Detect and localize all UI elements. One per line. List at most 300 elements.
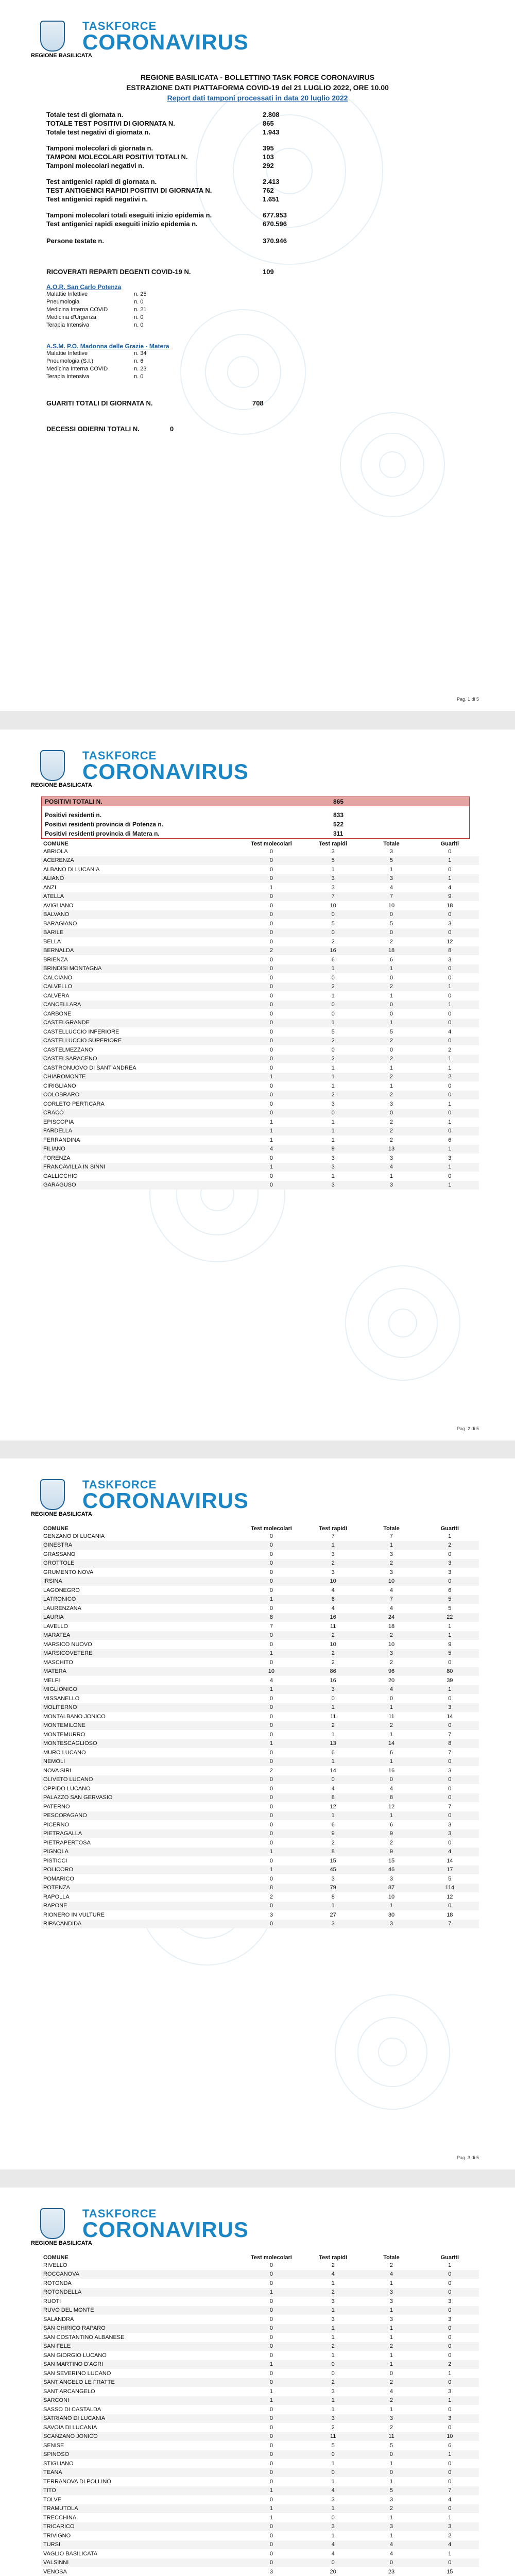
table-cell: 0 xyxy=(421,2270,479,2279)
stat-value: 677.953 xyxy=(263,211,287,219)
comune-name: CASTELSARACENO xyxy=(41,1055,239,1064)
persone-testate xyxy=(46,237,417,246)
table-cell: 0 xyxy=(239,2261,304,2270)
asm-block xyxy=(46,343,252,381)
table-cell: 0 xyxy=(239,1902,304,1911)
table-cell: 0 xyxy=(239,1541,304,1550)
page-4 xyxy=(0,2188,515,2576)
table-cell: 0 xyxy=(239,1063,304,1073)
table-cell: 5 xyxy=(421,1604,479,1613)
table-cell: 3 xyxy=(304,874,362,884)
table-cell: 79 xyxy=(304,1884,362,1893)
table-cell: 4 xyxy=(362,2549,420,2558)
table-cell: 12 xyxy=(421,1892,479,1902)
table-cell: 14 xyxy=(421,1712,479,1721)
table-cell: 7 xyxy=(421,1748,479,1757)
table-cell: 0 xyxy=(239,2495,304,2504)
table-cell: 3 xyxy=(362,1568,420,1577)
guariti-value: 708 xyxy=(252,399,264,407)
table-cell: 11 xyxy=(362,2432,420,2442)
table-cell: 0 xyxy=(421,2468,479,2478)
comune-name: GRUMENTO NOVA xyxy=(41,1568,239,1577)
comune-name: SAN GIORGIO LUCANO xyxy=(41,2351,239,2360)
comune-name: SPINOSO xyxy=(41,2450,239,2460)
table-row xyxy=(41,1884,479,1893)
table-cell: 0 xyxy=(421,910,479,920)
ward-value: n. 0 xyxy=(134,374,144,380)
comune-name: LAURIA xyxy=(41,1613,239,1622)
table-cell: 10 xyxy=(362,901,420,910)
table-cell: 2 xyxy=(362,1838,420,1848)
column-header: Guariti xyxy=(440,841,459,847)
table-row xyxy=(41,2549,479,2558)
table-cell: 0 xyxy=(239,1856,304,1866)
table-cell: 0 xyxy=(421,991,479,1001)
table-cell: 11 xyxy=(304,1712,362,1721)
table-cell: 3 xyxy=(421,1766,479,1775)
stat-value: 2.413 xyxy=(263,178,280,185)
table-cell: 3 xyxy=(304,2387,362,2396)
table-cell: 2 xyxy=(362,1559,420,1568)
comune-name: ALBANO DI LUCANIA xyxy=(41,865,239,874)
page-1 xyxy=(0,0,515,711)
table-cell: 87 xyxy=(362,1884,420,1893)
table-cell: 2 xyxy=(362,1055,420,1064)
positivi-value: 311 xyxy=(333,830,344,837)
table-cell: 0 xyxy=(421,2306,479,2315)
comune-name: RUVO DEL MONTE xyxy=(41,2306,239,2315)
table-row xyxy=(41,2450,479,2460)
table-cell: 5 xyxy=(421,1874,479,1884)
table-cell: 0 xyxy=(239,1838,304,1848)
table-cell: 4 xyxy=(362,1163,420,1172)
table-cell: 0 xyxy=(421,1838,479,1848)
table-cell: 10 xyxy=(362,1577,420,1586)
comune-name: CORLETO PERTICARA xyxy=(41,1099,239,1109)
table-cell: 0 xyxy=(239,1172,304,1181)
table-cell: 2 xyxy=(239,946,304,956)
logo-coronavirus: CORONAVIRUS xyxy=(82,30,249,54)
positivi-row xyxy=(42,829,469,838)
table-row xyxy=(41,1766,479,1775)
comune-name: ABRIOLA xyxy=(41,847,239,856)
table-cell: 0 xyxy=(421,2459,479,2468)
stat-value: 103 xyxy=(263,153,274,161)
column-header: Test rapidi xyxy=(319,1526,348,1532)
table-cell: 0 xyxy=(239,1712,304,1721)
table-cell: 6 xyxy=(362,1748,420,1757)
header-logo xyxy=(31,15,247,62)
table-row xyxy=(41,1604,479,1613)
table-cell: 2 xyxy=(304,2342,362,2351)
stat-row xyxy=(46,178,417,187)
table-cell: 5 xyxy=(362,919,420,928)
table-cell: 0 xyxy=(239,1055,304,1064)
table-cell: 4 xyxy=(304,2270,362,2279)
comune-name: MIGLIONICO xyxy=(41,1685,239,1694)
comune-name: FARDELLA xyxy=(41,1127,239,1136)
comune-name: POMARICO xyxy=(41,1874,239,1884)
table-cell: 3 xyxy=(421,919,479,928)
stat-row xyxy=(46,128,417,137)
table-row xyxy=(41,892,479,902)
bulletin-title xyxy=(0,72,515,93)
stat-label: TEST ANTIGENICI RAPIDI POSITIVI DI GIORNATA N. xyxy=(46,187,212,194)
comune-name: PIETRAPERTOSA xyxy=(41,1838,239,1848)
table-row xyxy=(41,937,479,946)
comune-name: MASCHITO xyxy=(41,1658,239,1667)
table-cell: 3 xyxy=(362,874,420,884)
table-cell: 0 xyxy=(239,964,304,974)
comune-name: SENISE xyxy=(41,2441,239,2450)
table-cell: 114 xyxy=(421,1884,479,1893)
logo-region: REGIONE BASILICATA xyxy=(31,782,92,788)
table-cell: 5 xyxy=(362,2486,420,2496)
stat-label: Totale test di giornata n. xyxy=(46,111,124,118)
comune-name: GROTTOLE xyxy=(41,1559,239,1568)
table-cell: 4 xyxy=(239,1145,304,1154)
table-cell: 3 xyxy=(239,1910,304,1920)
comune-name: SAVOIA DI LUCANIA xyxy=(41,2423,239,2432)
table-cell: 15 xyxy=(421,2567,479,2576)
table-cell: 0 xyxy=(239,1920,304,1929)
table-cell: 1 xyxy=(362,2306,420,2315)
comune-name: TOLVE xyxy=(41,2495,239,2504)
ward-value: n. 0 xyxy=(134,322,144,328)
table-cell: 4 xyxy=(362,1685,420,1694)
table-cell: 6 xyxy=(421,1136,479,1145)
table-cell: 3 xyxy=(304,2522,362,2532)
table-cell: 0 xyxy=(421,964,479,974)
table-row xyxy=(41,1667,479,1676)
table-cell: 1 xyxy=(304,1172,362,1181)
table-cell: 1 xyxy=(362,1019,420,1028)
ward-value: n. 6 xyxy=(134,358,144,364)
table-cell: 3 xyxy=(421,1820,479,1829)
comune-name: ACERENZA xyxy=(41,856,239,866)
table-cell: 3 xyxy=(362,1550,420,1559)
table-cell: 2 xyxy=(362,2504,420,2514)
table-row xyxy=(41,847,479,856)
table-cell: 0 xyxy=(421,2342,479,2351)
comune-name: SAN MARTINO D'AGRI xyxy=(41,2360,239,2369)
table-cell: 8 xyxy=(304,1848,362,1857)
table-cell: 8 xyxy=(304,1892,362,1902)
table-cell: 18 xyxy=(362,946,420,956)
table-cell: 9 xyxy=(362,1829,420,1839)
table-cell: 0 xyxy=(239,982,304,992)
table-cell: 0 xyxy=(239,2324,304,2333)
table-cell: 0 xyxy=(239,2351,304,2360)
table-cell: 6 xyxy=(304,1595,362,1604)
table-cell: 0 xyxy=(239,1586,304,1595)
table-cell: 3 xyxy=(304,2414,362,2424)
table-cell: 3 xyxy=(304,1568,362,1577)
table-cell: 2 xyxy=(362,1117,420,1127)
table-cell: 1 xyxy=(304,1063,362,1073)
stat-value: 395 xyxy=(263,144,274,152)
table-row xyxy=(41,1001,479,1010)
logo-coronavirus: CORONAVIRUS xyxy=(82,1488,249,1513)
table-cell: 3 xyxy=(362,1920,420,1929)
table-cell: 4 xyxy=(304,2540,362,2550)
totals-group-2 xyxy=(46,144,417,171)
column-header: Test molecolari xyxy=(250,2255,292,2261)
column-header: COMUNE xyxy=(43,841,68,847)
table-row xyxy=(41,910,479,920)
table-row xyxy=(41,1739,479,1749)
table-cell: 1 xyxy=(304,1730,362,1739)
table-row xyxy=(41,1045,479,1055)
comune-name: CALCIANO xyxy=(41,973,239,982)
table-cell: 1 xyxy=(304,1127,362,1136)
column-header: Guariti xyxy=(440,2255,459,2261)
column-header: COMUNE xyxy=(43,2255,68,2261)
table-cell: 1 xyxy=(304,1081,362,1091)
table-cell: 0 xyxy=(239,1829,304,1839)
table-cell: 0 xyxy=(362,2369,420,2378)
table-cell: 3 xyxy=(304,2495,362,2504)
table-row xyxy=(41,2288,479,2297)
table-cell: 2 xyxy=(362,2342,420,2351)
stat-row xyxy=(46,211,417,220)
stat-value: 292 xyxy=(263,162,274,170)
table-cell: 1 xyxy=(362,2351,420,2360)
table-cell: 0 xyxy=(362,1775,420,1785)
stat-row xyxy=(46,153,417,162)
table-row xyxy=(41,1145,479,1154)
ward-row xyxy=(46,321,252,329)
table-cell: 0 xyxy=(304,1775,362,1785)
table-cell: 1 xyxy=(239,2504,304,2514)
comune-name: IRSINA xyxy=(41,1577,239,1586)
table-cell: 10 xyxy=(421,2432,479,2442)
ward-value: n. 25 xyxy=(134,291,147,297)
table-cell: 0 xyxy=(421,2288,479,2297)
table-row xyxy=(41,2261,479,2270)
table-cell: 3 xyxy=(304,1099,362,1109)
table-cell: 9 xyxy=(421,1640,479,1649)
comune-name: ROTONDELLA xyxy=(41,2288,239,2297)
table-cell: 6 xyxy=(304,1748,362,1757)
table-cell: 0 xyxy=(239,1091,304,1100)
table-cell: 1 xyxy=(362,1172,420,1181)
comune-name: CALVERA xyxy=(41,991,239,1001)
table-row xyxy=(41,1055,479,1064)
table-cell: 0 xyxy=(421,2405,479,2414)
decessi-odierni xyxy=(46,425,417,434)
table-row xyxy=(41,2324,479,2333)
table-cell: 2 xyxy=(304,2288,362,2297)
table-cell: 1 xyxy=(239,1866,304,1875)
table-cell: 1 xyxy=(304,2351,362,2360)
comune-name: SANT'ANGELO LE FRATTE xyxy=(41,2378,239,2387)
table-row xyxy=(41,1892,479,1902)
table-cell: 1 xyxy=(239,2486,304,2496)
table-row xyxy=(41,1019,479,1028)
table-cell: 0 xyxy=(239,937,304,946)
table-cell: 4 xyxy=(362,2540,420,2550)
table-cell: 4 xyxy=(304,2486,362,2496)
comune-name: AVIGLIANO xyxy=(41,901,239,910)
table-cell: 4 xyxy=(362,2270,420,2279)
page-footer: Pag. 2 di 5 xyxy=(456,1426,479,1431)
table-cell: 0 xyxy=(362,928,420,938)
table-row xyxy=(41,1703,479,1713)
comune-name: GENZANO DI LUCANIA xyxy=(41,1532,239,1541)
comune-name: CALVELLO xyxy=(41,982,239,992)
comune-name: TRIVIGNO xyxy=(41,2531,239,2540)
table-row xyxy=(41,1586,479,1595)
logo-coronavirus: CORONAVIRUS xyxy=(82,759,249,784)
table-cell: 39 xyxy=(421,1676,479,1685)
table-cell: 1 xyxy=(304,1541,362,1550)
table-cell: 10 xyxy=(304,1577,362,1586)
table-cell: 13 xyxy=(362,1145,420,1154)
table-row xyxy=(41,883,479,892)
table-cell: 1 xyxy=(421,2513,479,2522)
table-cell: 1 xyxy=(239,883,304,892)
table-cell: 46 xyxy=(362,1866,420,1875)
table-cell: 3 xyxy=(304,1874,362,1884)
table-row xyxy=(41,1073,479,1082)
table-cell: 0 xyxy=(239,991,304,1001)
stat-row xyxy=(46,120,417,128)
table-row xyxy=(41,1811,479,1821)
stat-label: Tamponi molecolari di giornata n. xyxy=(46,144,153,152)
table-cell: 0 xyxy=(239,1081,304,1091)
comune-name: CASTELLUCCIO INFERIORE xyxy=(41,1027,239,1037)
table-cell: 0 xyxy=(239,2369,304,2378)
table-cell: 0 xyxy=(239,1784,304,1793)
positivi-value: 833 xyxy=(333,811,344,819)
region-crest-icon xyxy=(40,21,65,52)
decessi-value: 0 xyxy=(170,425,174,433)
virus-watermark-icon xyxy=(335,1994,448,2108)
table-cell: 1 xyxy=(304,1073,362,1082)
table-cell: 0 xyxy=(239,1721,304,1731)
table-cell: 0 xyxy=(421,1757,479,1767)
table-cell: 0 xyxy=(421,1019,479,1028)
table-cell: 3 xyxy=(304,1181,362,1190)
table-cell: 0 xyxy=(239,874,304,884)
comune-name: ATELLA xyxy=(41,892,239,902)
comune-name: BRIENZA xyxy=(41,955,239,964)
table-cell: 0 xyxy=(421,1658,479,1667)
table-cell: 4 xyxy=(421,2540,479,2550)
table-cell: 0 xyxy=(421,2351,479,2360)
guariti-label: GUARITI TOTALI DI GIORNATA N. xyxy=(46,399,153,407)
comune-name: SAN FELE xyxy=(41,2342,239,2351)
table-cell: 0 xyxy=(421,1037,479,1046)
table-cell: 1 xyxy=(239,2396,304,2405)
table-cell: 2 xyxy=(362,1073,420,1082)
table-cell: 5 xyxy=(304,856,362,866)
table-cell: 7 xyxy=(362,892,420,902)
table-cell: 0 xyxy=(421,2477,479,2486)
table-cell: 1 xyxy=(421,1145,479,1154)
table-cell: 2 xyxy=(362,1658,420,1667)
table-cell: 1 xyxy=(362,2405,420,2414)
table-row xyxy=(41,2387,479,2396)
table-cell: 0 xyxy=(304,2558,362,2568)
table-cell: 3 xyxy=(421,2315,479,2324)
table-cell: 2 xyxy=(304,1721,362,1731)
page-3 xyxy=(0,1459,515,2170)
comune-name: CASTELMEZZANO xyxy=(41,1045,239,1055)
table-cell: 3 xyxy=(304,1163,362,1172)
table-row xyxy=(41,2405,479,2414)
table-cell: 1 xyxy=(362,1081,420,1091)
table-cell: 1 xyxy=(239,1117,304,1127)
table-cell: 1 xyxy=(362,2477,420,2486)
comune-name: PIGNOLA xyxy=(41,1848,239,1857)
table-row xyxy=(41,2504,479,2514)
table-cell: 0 xyxy=(304,1001,362,1010)
table-row xyxy=(41,2279,479,2288)
table-cell: 0 xyxy=(421,865,479,874)
table-cell: 1 xyxy=(304,1136,362,1145)
table-cell: 0 xyxy=(239,2459,304,2468)
table-cell: 3 xyxy=(421,1568,479,1577)
table-row xyxy=(41,1117,479,1127)
table-cell: 0 xyxy=(362,1001,420,1010)
table-cell: 20 xyxy=(304,2567,362,2576)
table-cell: 0 xyxy=(239,955,304,964)
comune-name: COLOBRARO xyxy=(41,1091,239,1100)
table-cell: 3 xyxy=(421,2297,479,2306)
comune-name: PESCOPAGANO xyxy=(41,1811,239,1821)
table-cell: 3 xyxy=(421,1829,479,1839)
table-cell: 18 xyxy=(362,1622,420,1631)
table-cell: 0 xyxy=(239,1559,304,1568)
table-cell: 0 xyxy=(239,1109,304,1118)
table-cell: 18 xyxy=(421,1910,479,1920)
table-cell: 27 xyxy=(304,1910,362,1920)
ward-row xyxy=(46,306,252,314)
table-cell: 3 xyxy=(421,1559,479,1568)
comune-name: CHIAROMONTE xyxy=(41,1073,239,1082)
table-cell: 0 xyxy=(304,1694,362,1703)
table-cell: 1 xyxy=(362,1063,420,1073)
comune-name: SCANZANO JONICO xyxy=(41,2432,239,2442)
table-row xyxy=(41,1550,479,1559)
table-cell: 0 xyxy=(421,1172,479,1181)
table-cell: 16 xyxy=(304,1676,362,1685)
table-cell: 4 xyxy=(362,1604,420,1613)
table-cell: 0 xyxy=(421,2333,479,2342)
table-cell: 10 xyxy=(304,901,362,910)
table-cell: 17 xyxy=(421,1866,479,1875)
table-row xyxy=(41,1784,479,1793)
table-cell: 5 xyxy=(362,1027,420,1037)
table-cell: 22 xyxy=(421,1613,479,1622)
table-cell: 0 xyxy=(239,2477,304,2486)
table-row xyxy=(41,2468,479,2478)
table-cell: 0 xyxy=(239,1181,304,1190)
page-footer: Pag. 3 di 5 xyxy=(456,2155,479,2160)
table-cell: 1 xyxy=(421,1099,479,1109)
ward-label: Malattie Infettive xyxy=(46,291,88,297)
table-cell: 1 xyxy=(421,2450,479,2460)
table-cell: 1 xyxy=(239,1073,304,1082)
stat-label: Test antigenici rapidi negativi n. xyxy=(46,195,148,203)
table-cell: 0 xyxy=(239,2432,304,2442)
table-row xyxy=(41,1037,479,1046)
table-row xyxy=(41,919,479,928)
table-cell: 0 xyxy=(239,2270,304,2279)
table-cell: 0 xyxy=(239,2549,304,2558)
